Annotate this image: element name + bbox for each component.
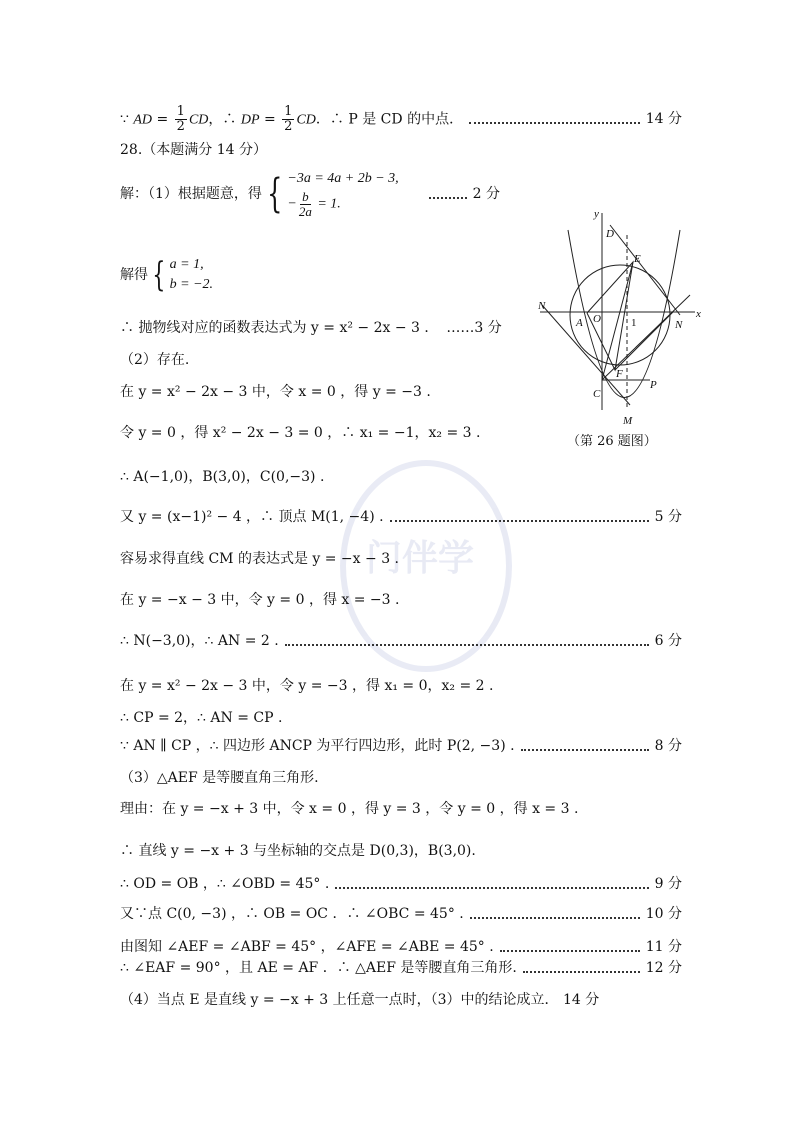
line-7: 在 y = x² − 2x − 3 中，令 x = 0 ，得 y = −3 . (120, 384, 431, 400)
geometry-figure (530, 205, 710, 450)
line-4-solution: 解得 { a = 1, b = −2. (120, 255, 214, 295)
score: 2 分 (472, 185, 500, 202)
fraction-half: $\frac{1}{2}$ (176, 103, 185, 134)
line-21: 又∵点 C(0, −3) ，∴ OB = OC ．∴ ∠OBC = 45° . 10 分 (120, 906, 682, 922)
dot-leader (285, 644, 649, 646)
line-5: ∴ 抛物线对应的函数表达式为 y = x² − 2x − 3 ． …… 3 分 (120, 320, 502, 336)
line-10: 又 y = (x−1)² − 4 ，∴ 顶点 M(1, −4) . 5 分 (120, 509, 682, 525)
label-m: M (623, 415, 633, 427)
left-brace: { (152, 255, 166, 295)
dot-leader (523, 971, 640, 973)
line-6: （2）存在. (120, 352, 190, 368)
dot-leader (521, 749, 649, 751)
fraction-half: $\frac{1}{2}$ (284, 103, 293, 134)
label-x: x (696, 308, 701, 320)
score: 11 分 (645, 939, 682, 955)
label-f: F (616, 368, 623, 380)
problem-heading: 28.（本题满分 14 分） (120, 142, 267, 158)
line-12: 在 y = −x − 3 中，令 y = 0 ，得 x = −3 . (120, 592, 400, 608)
figure-caption: （第 26 题图） (567, 434, 657, 449)
line-db (610, 225, 680, 315)
line-16: ∵ AN ∥ CP ，∴ 四边形 ANCP 为平行四边形，此时 P(2, −3) . 8 分 (120, 738, 682, 754)
line-14: 在 y = x² − 2x − 3 中，令 y = −3 ，得 x₁ = 0，x₂ = 2 . (120, 678, 494, 694)
line-9: ∴ A(−1,0)，B(3,0)，C(0,−3) . (120, 469, 325, 485)
score: 5 分 (654, 509, 682, 525)
line-15: ∴ CP = 2，∴ AN = CP . (120, 710, 283, 726)
label-n-left: N (538, 300, 546, 312)
watermark-text: 门伴学 (365, 538, 474, 579)
line-8: 令 y = 0 ，得 x² − 2x − 3 = 0 ，∴ x₁ = −1，x₂ = 3 . (120, 425, 481, 441)
label-n-right: N (675, 319, 683, 331)
score: 10 分 (645, 906, 682, 922)
line-20: ∴ OD = OB ，∴ ∠OBD = 45° . 9 分 (120, 876, 682, 892)
label-d: D (606, 228, 614, 240)
label-e: E (634, 253, 641, 265)
line-13: ∴ N(−3,0)，∴ AN = 2 . 6 分 (120, 633, 682, 649)
label-y: y (594, 208, 599, 220)
dot-leader (429, 197, 467, 199)
dot-leader (500, 950, 640, 952)
line-1: ∵ AD = $\frac{1}{2}$ CD，∴ DP = $\frac{1}{2}$ CD．∴ P 是 CD 的中点． 14 分 (120, 103, 682, 134)
line-18: 理由：在 y = −x + 3 中，令 x = 0 ，得 y = 3 ，令 y = 0 ，得 x = 3 . (120, 801, 579, 817)
line-11: 容易求得直线 CM 的表达式是 y = −x − 3 . (120, 551, 400, 567)
score: 9 分 (654, 876, 682, 892)
label-a: A (576, 317, 583, 329)
score: 14 分 (645, 111, 682, 127)
score: 12 分 (645, 960, 682, 976)
label-c: C (593, 388, 601, 400)
left-brace: { (267, 170, 283, 217)
label-p: P (650, 379, 657, 391)
dot-leader (335, 887, 648, 889)
score: 8 分 (654, 738, 682, 754)
line-17: （3）△AEF 是等腰直角三角形. (120, 770, 319, 786)
label-o: O (593, 313, 601, 325)
line-24: （4）当点 E 是直线 y = −x + 3 上任意一点时，（3）中的结论成立． 14 分 (120, 992, 600, 1008)
dot-leader (469, 122, 640, 124)
label-one: 1 (631, 317, 637, 329)
score: 3 分 (474, 320, 502, 336)
dot-leader (390, 520, 649, 522)
fraction-b-2a: $\frac{b}{2a}$ (298, 189, 312, 219)
score: 6 分 (654, 633, 682, 649)
line-19: ∴ 直线 y = −x + 3 与坐标轴的交点是 D(0,3)，B(3,0). (120, 843, 476, 859)
line-3-system: 解：（1）根据题意，得 { −3a = 4a + 2b − 3, − $\frac{b}{2a}$ = 1. 2 分 (120, 170, 500, 219)
line-22: 由图知 ∠AEF = ∠ABF = 45° ，∠AFE = ∠ABE = 45° . 11 分 (120, 939, 682, 955)
dot-leader (470, 917, 640, 919)
line-23: ∴ ∠EAF = 90° ，且 AE = AF ．∴ △AEF 是等腰直角三角形. 12 分 (120, 960, 682, 976)
